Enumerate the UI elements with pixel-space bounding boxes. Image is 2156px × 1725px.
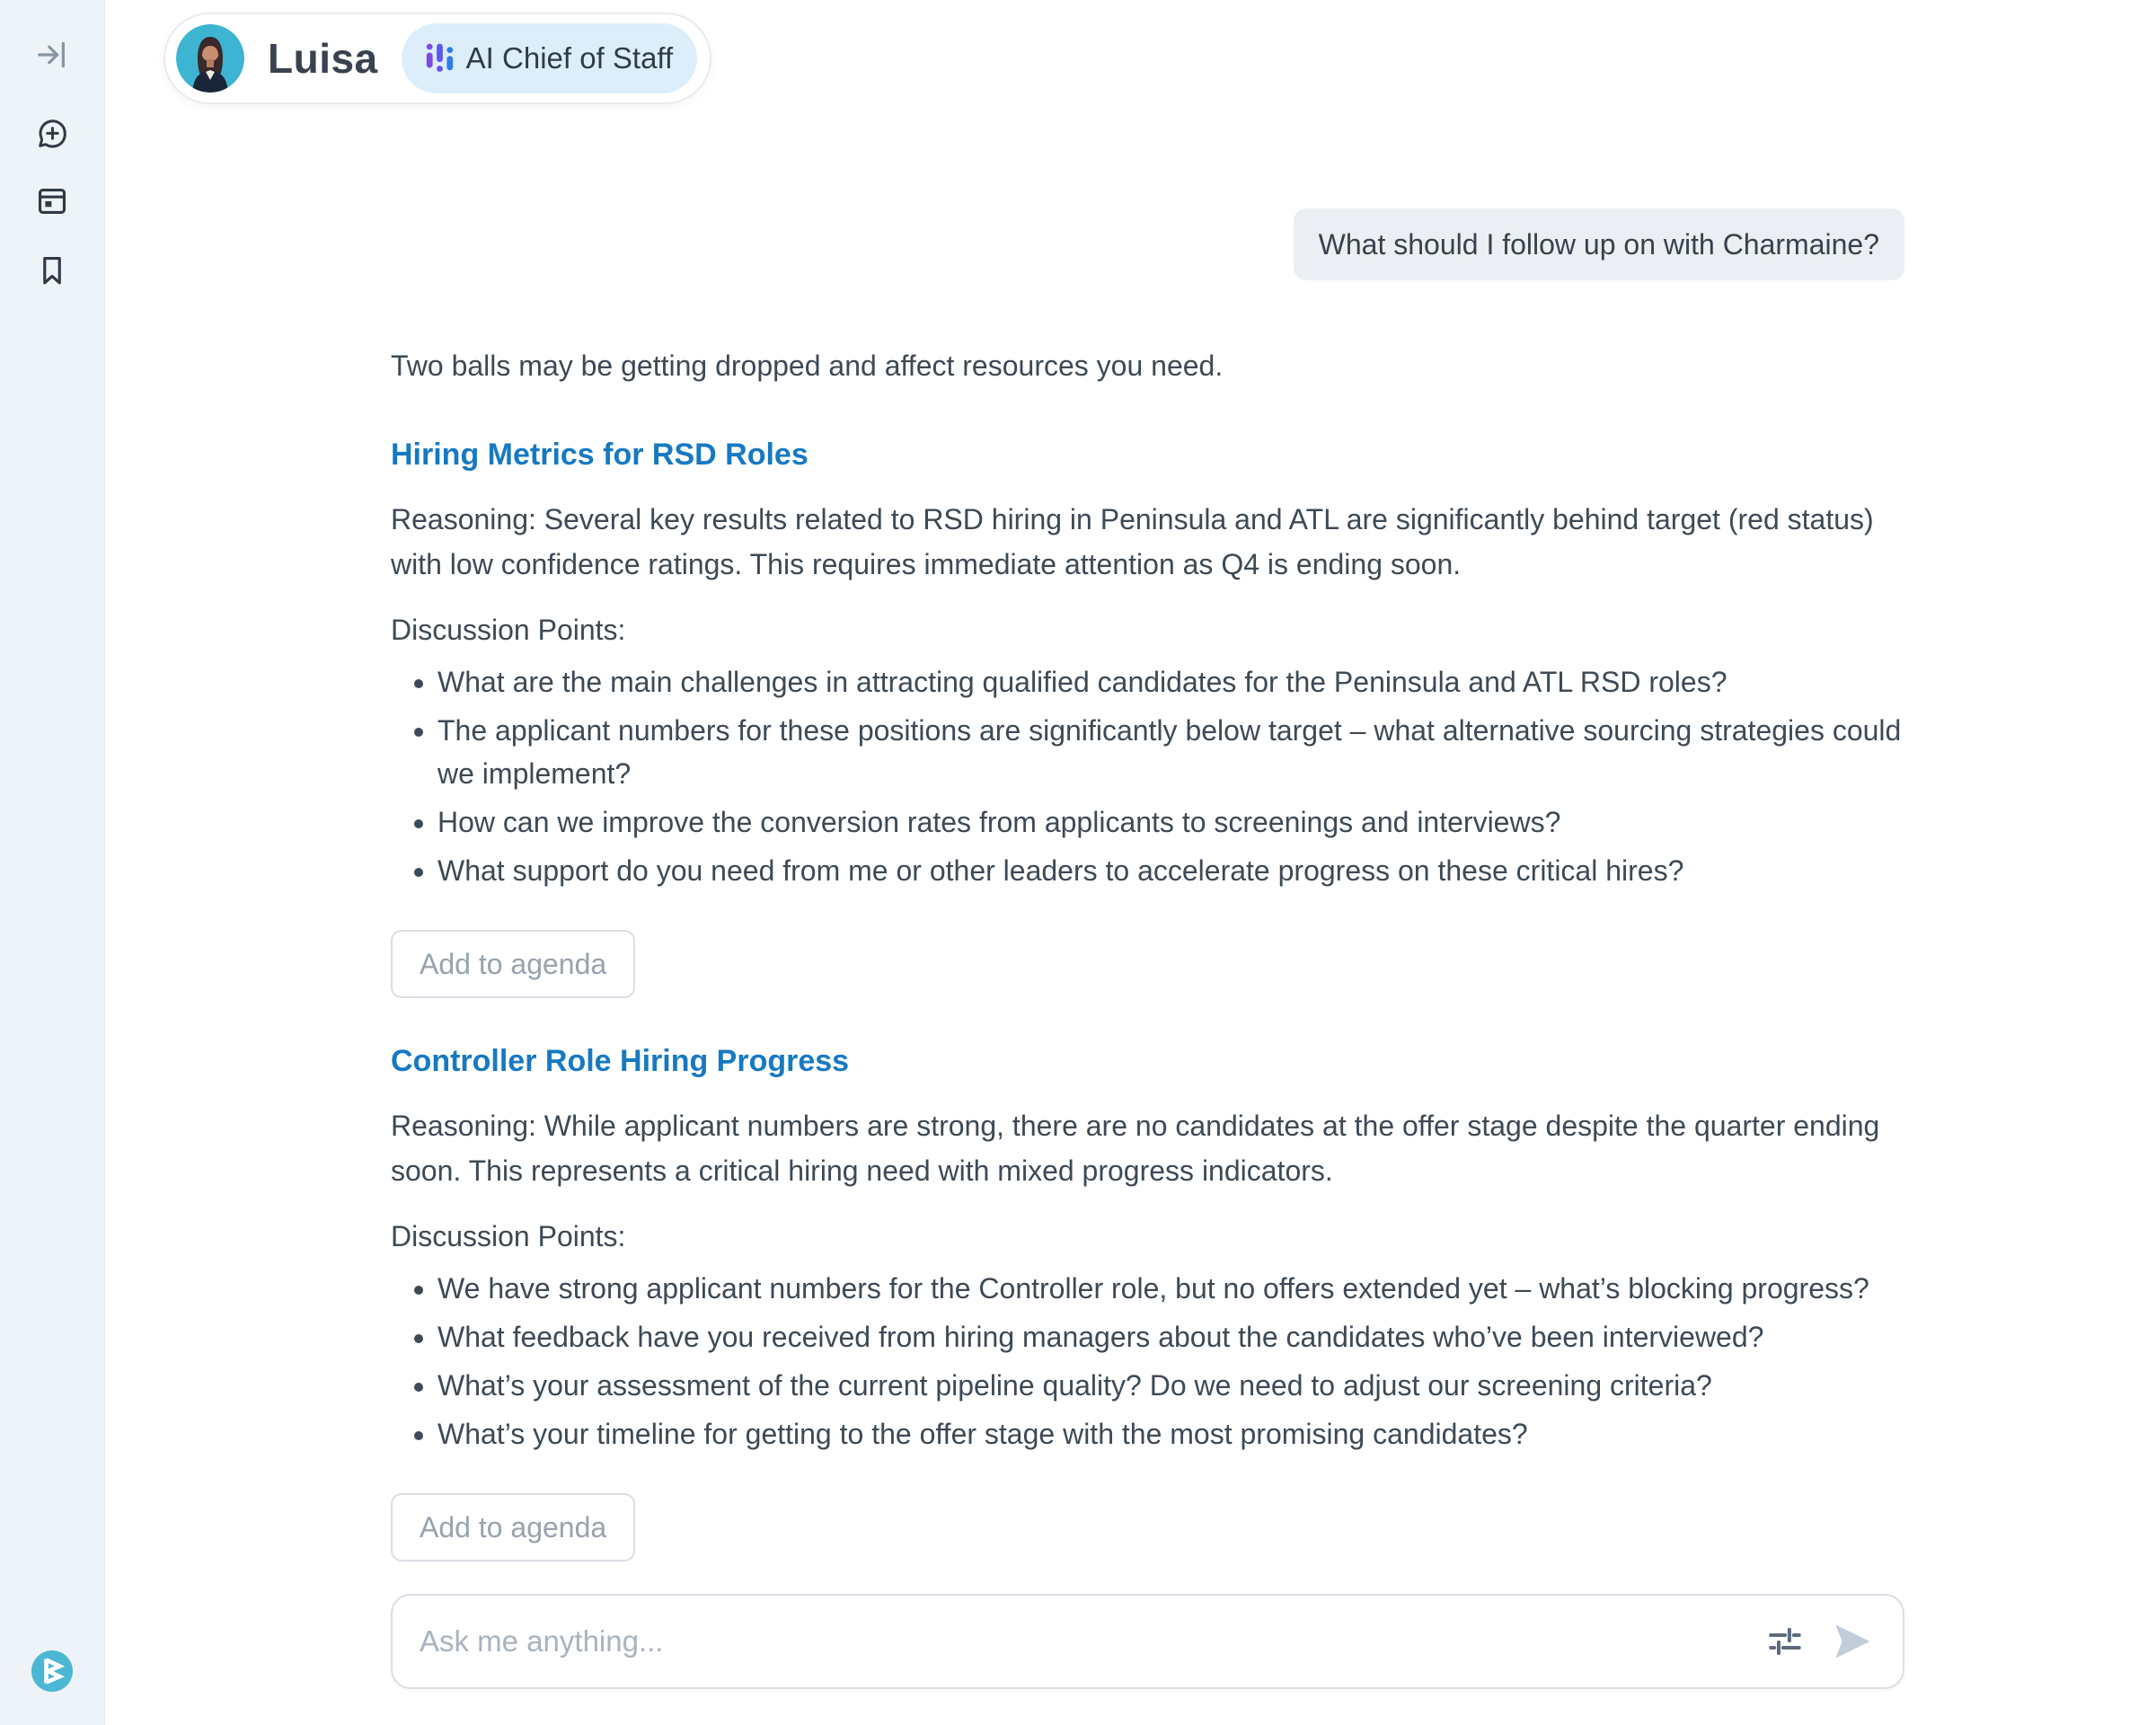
tune-icon[interactable] [1766,1623,1804,1660]
discussion-point-item: • How can we improve the conversion rates from applicants to screenings and interviews? [437,801,1904,844]
discussion-points-label: Discussion Points: [391,614,626,646]
message-composer [391,1594,1904,1689]
discussion-point-item: • What feedback have you received from hiring managers about the candidates who’ve been interviewed? [437,1315,1904,1358]
discussion-point-item: • What are the main challenges in attracting qualified candidates for the Peninsula and ATL RSD roles? [437,660,1904,703]
topic-section [391,1043,1904,1561]
collapse-sidebar-icon[interactable] [35,38,69,72]
add-to-agenda-button[interactable]: Add to agenda [391,930,635,998]
discussion-point-item: • What support do you need from me or other leaders to accelerate progress on these critical hires? [437,849,1904,892]
ai-chief-of-staff-badge [402,23,698,93]
chat-thread [391,0,1904,1689]
ask-input[interactable] [420,1624,1741,1659]
sidebar [0,0,105,1725]
user-message-bubble: What should I follow up on with Charmaine? [1294,208,1904,280]
discussion-points-list [391,660,1904,892]
section-title: Hiring Metrics for RSD Roles [391,438,808,472]
discussion-point-item: • We have strong applicant numbers for the Controller role, but no offers extended yet – what’s blocking progress? [437,1267,1904,1310]
agent-name: Luisa [268,35,378,82]
topic-section [391,437,1904,998]
discussion-points-label: Discussion Points: [391,1220,626,1252]
ai-badge-icon [426,42,454,75]
discussion-point-item: • What’s your timeline for getting to the offer stage with the most promising candidates? [437,1412,1904,1455]
reasoning-text: Reasoning: While applicant numbers are strong, there are no candidates at the offer stage despite the quarter ending soon. This represents a critical hiring need with mixed progress indicators. [391,1110,1880,1187]
assistant-intro-text: Two balls may be getting dropped and affect resources you need. [391,349,1224,382]
discussion-points-list [391,1267,1904,1455]
badge-label: AI Chief of Staff [465,41,674,75]
agent-avatar [176,24,244,93]
add-to-agenda-button[interactable]: Add to agenda [391,1493,635,1561]
new-chat-icon[interactable] [35,117,69,151]
brand-logo[interactable] [31,1650,74,1693]
reasoning-text: Reasoning: Several key results related to RSD hiring in Peninsula and ATL are significantly behind target (red status) with low confidence ratings. This requires immediate attention as Q4 is ending soon. [391,503,1874,580]
discussion-point-item: • The applicant numbers for these positions are significantly below target – what alternative sourcing strategies could we implement? [437,709,1904,795]
send-icon[interactable] [1829,1618,1876,1665]
bookmark-icon[interactable] [35,253,69,288]
section-title: Controller Role Hiring Progress [391,1044,850,1078]
calendar-icon[interactable] [35,183,69,217]
agent-header [163,13,711,104]
discussion-point-item: • What’s your assessment of the current pipeline quality? Do we need to adjust our screening criteria? [437,1364,1904,1407]
